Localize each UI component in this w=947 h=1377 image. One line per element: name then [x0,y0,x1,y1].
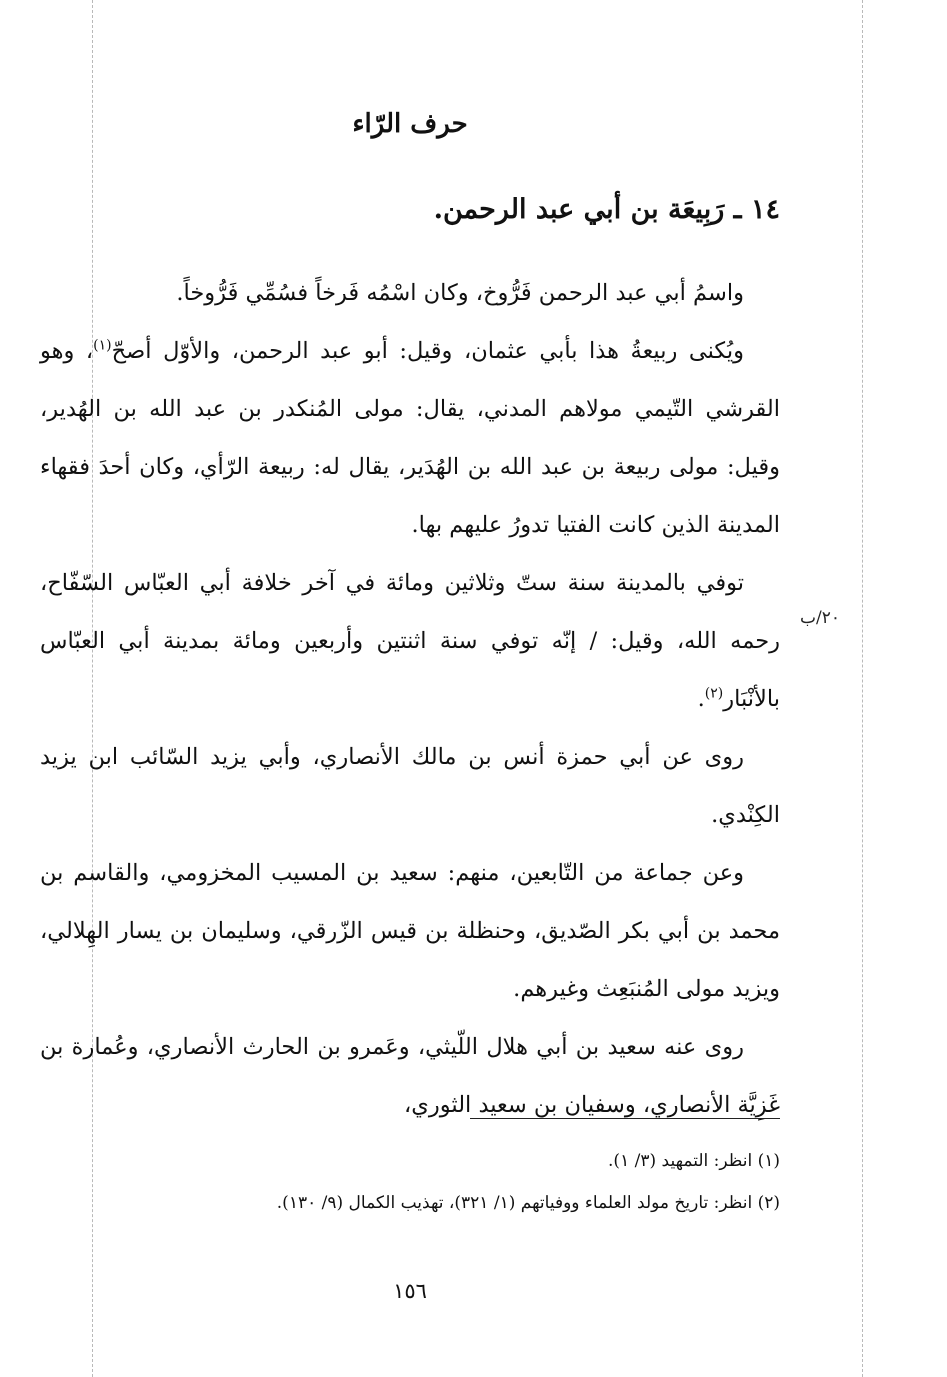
paragraph-4 [40,728,780,844]
paragraph-6 [40,1018,780,1134]
paragraph-text: روى عن أبي حمزة أنس بن مالك الأنصاري، وأبي يزيد السّائب ابن يزيد الكِنْدي. [40,744,780,828]
footnotes [40,1140,780,1224]
paragraph-text: واسمُ أبي عبد الرحمن فَرُّوخ، وكان اسْمُه فَرخاً فسُمِّي فَرُّوخاً. [176,280,744,306]
paragraph-2 [40,322,780,554]
entry-heading: ١٤ ـ رَبِيعَة بن أبي عبد الرحمن. [433,194,780,225]
paragraph-text-continued: ، وهو القرشي التّيمي مولاهم المدني، يقال: مولى المُنكدر بن عبد الله بن الهُدير، وقيل: مولى ربيعة بن عبد الله بن الهُدَير، يقال له: ربيعة الرّأي، وكان أحدَ فقهاء المدينة الذين كانت الفتيا تدورُ عليهم بها. [40,338,780,538]
footnote-ref-1: (١) [93,337,112,354]
page-number: ١٥٦ [393,1279,427,1303]
body-text [40,264,780,1134]
paragraph-5 [40,844,780,1018]
footnote-1: (١) انظر: التمهيد (٣/ ١). [608,1151,780,1171]
footnote-ref-2: (٢) [704,685,724,702]
paragraph-3 [40,554,780,728]
paragraph-text: ويُكنى ربيعةُ هذا بأبي عثمان، وقيل: أبو عبد الرحمن، والأوّل أصحّ [111,338,744,364]
page-edge-right [862,0,863,1377]
paragraph-text: روى عنه سعيد بن أبي هلال اللّيثي، وعَمرو بن الحارث الأنصاري، وعُمارة بن غَزِيَّة الأنصاري، وسفيان بن سعيد الثوري، [40,1034,780,1118]
footnote-2: (٢) انظر: تاريخ مولد العلماء ووفياتهم (١/ ٣٢١)، تهذيب الكمال (٩/ ١٣٠). [276,1193,780,1213]
paragraph-text: توفي بالمدينة سنة ستّ وثلاثين ومائة في آخر خلافة أبي العبّاس السّفّاح، رحمه الله، وقيل: / إنّه توفي سنة اثنتين وأربعين ومائة بمدينة أبي العبّاس بالأنْبَار [40,570,780,712]
paragraph-text-continued: . [697,686,705,712]
paragraph-text: وعن جماعة من التّابعين، منهم: سعيد بن المسيب المخزومي، والقاسم بن محمد بن أبي بكر الصّديق، وحنظلة بن قيس الزّرقي، وسليمان بن يسار الهِلالي، ويزيد مولى المُنبَعِث وغيرهم. [40,860,780,1002]
section-title: حرف الرّاء [352,109,468,139]
manuscript-folio-note: ٢٠/ب [800,608,840,628]
footnote-divider [470,1118,780,1119]
paragraph-1 [40,264,780,322]
